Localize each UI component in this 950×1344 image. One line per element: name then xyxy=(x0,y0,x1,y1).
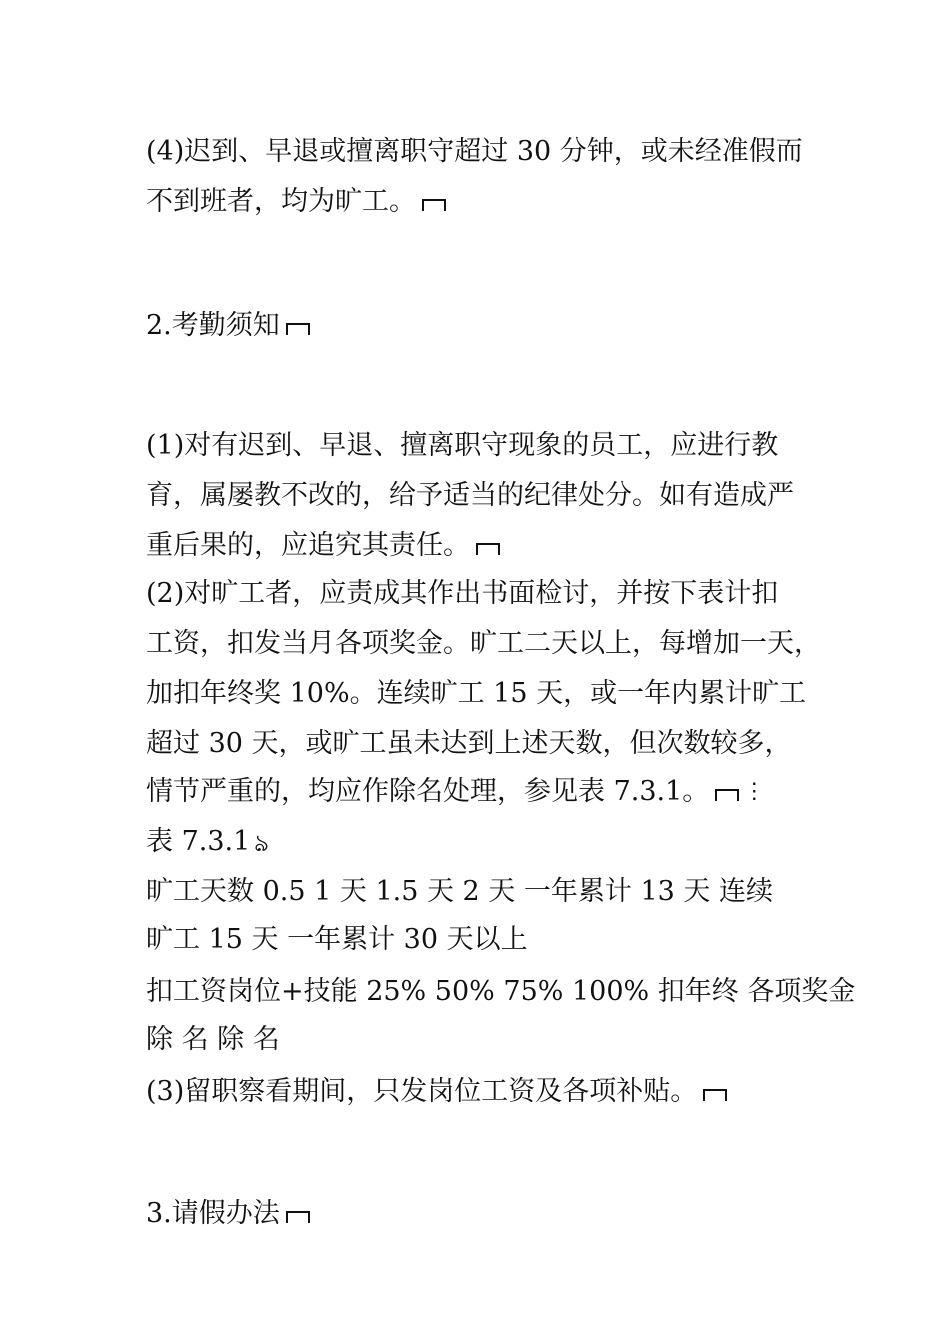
text-notice1-a: (1)对有迟到、早退、擅离职守现象的员工，应进行教 xyxy=(146,430,779,461)
table-row-deduction-a-text: 扣工资岗位+技能 25% 50% 75% 100% 扣年终 各项奖金 xyxy=(146,976,856,1007)
text-rule4-a: (4)迟到、早退或擅离职守超过 30 分钟，或未经准假而 xyxy=(146,136,803,167)
paragraph-mark-icon xyxy=(284,1208,308,1224)
table-row-days-a xyxy=(146,870,866,914)
text-line-rule4-b xyxy=(146,180,866,224)
paragraph-mark-icon xyxy=(474,540,498,556)
text-line-notice2-e xyxy=(146,770,866,814)
heading-leave-procedure-text: 3.请假办法 xyxy=(146,1198,280,1229)
paragraph-mark-icon xyxy=(701,1086,725,1102)
text-line-notice2-d xyxy=(146,722,866,766)
table-row-days-a-text: 旷工天数 0.5 1 天 1.5 天 2 天 一年累计 13 天 连续 xyxy=(146,876,773,907)
heading-attendance-notice xyxy=(146,304,866,348)
text-line-notice2-c xyxy=(146,672,866,716)
table-caption-text: 表 7.3.1 xyxy=(146,826,251,857)
text-line-notice2-b xyxy=(146,622,866,666)
text-line-notice3 xyxy=(146,1070,866,1114)
text-notice1-c: 重后果的，应追究其责任。 xyxy=(146,530,470,561)
text-notice2-c: 加扣年终奖 10%。连续旷工 15 天，或一年内累计旷工 xyxy=(146,678,807,709)
table-row-deduction-b xyxy=(146,1018,866,1062)
table-caption xyxy=(146,820,866,865)
paragraph-mark-icon xyxy=(420,196,444,212)
paragraph-mark-icon xyxy=(713,786,737,802)
table-row-days-b xyxy=(146,918,866,962)
table-row-deduction-a xyxy=(146,970,866,1014)
text-line-notice1-b xyxy=(146,474,866,518)
paragraph-mark-icon xyxy=(284,320,308,336)
table-row-deduction-b-text: 除 名 除 名 xyxy=(146,1024,280,1055)
text-line-rule4-a xyxy=(146,130,866,174)
heading-leave-procedure xyxy=(146,1192,866,1236)
text-line-notice1-a xyxy=(146,424,866,468)
heading-attendance-notice-text: 2.考勤须知 xyxy=(146,310,280,341)
text-notice2-d: 超过 30 天，或旷工虽未达到上述天数，但次数较多， xyxy=(146,728,792,759)
text-notice2-a: (2)对旷工者，应责成其作出书面检讨，并按下表计扣 xyxy=(146,578,779,609)
text-notice1-b: 育，属屡教不改的，给予适当的纪律处分。如有造成严 xyxy=(146,480,794,511)
swirl-mark-icon: ঌ xyxy=(254,829,269,857)
text-notice2-e: 情节严重的，均应作除名处理，参见表 7.3.1。 xyxy=(146,776,710,807)
vertical-dots-icon: ⋮ xyxy=(743,779,766,804)
text-notice2-b: 工资，扣发当月各项奖金。旷工二天以上，每增加一天， xyxy=(146,628,821,659)
text-notice3: (3)留职察看期间，只发岗位工资及各项补贴。 xyxy=(146,1076,698,1107)
text-line-notice2-a xyxy=(146,572,866,616)
text-rule4-b: 不到班者，均为旷工。 xyxy=(146,186,416,217)
text-line-notice1-c xyxy=(146,524,866,568)
table-row-days-b-text: 旷工 15 天 一年累计 30 天以上 xyxy=(146,924,528,955)
